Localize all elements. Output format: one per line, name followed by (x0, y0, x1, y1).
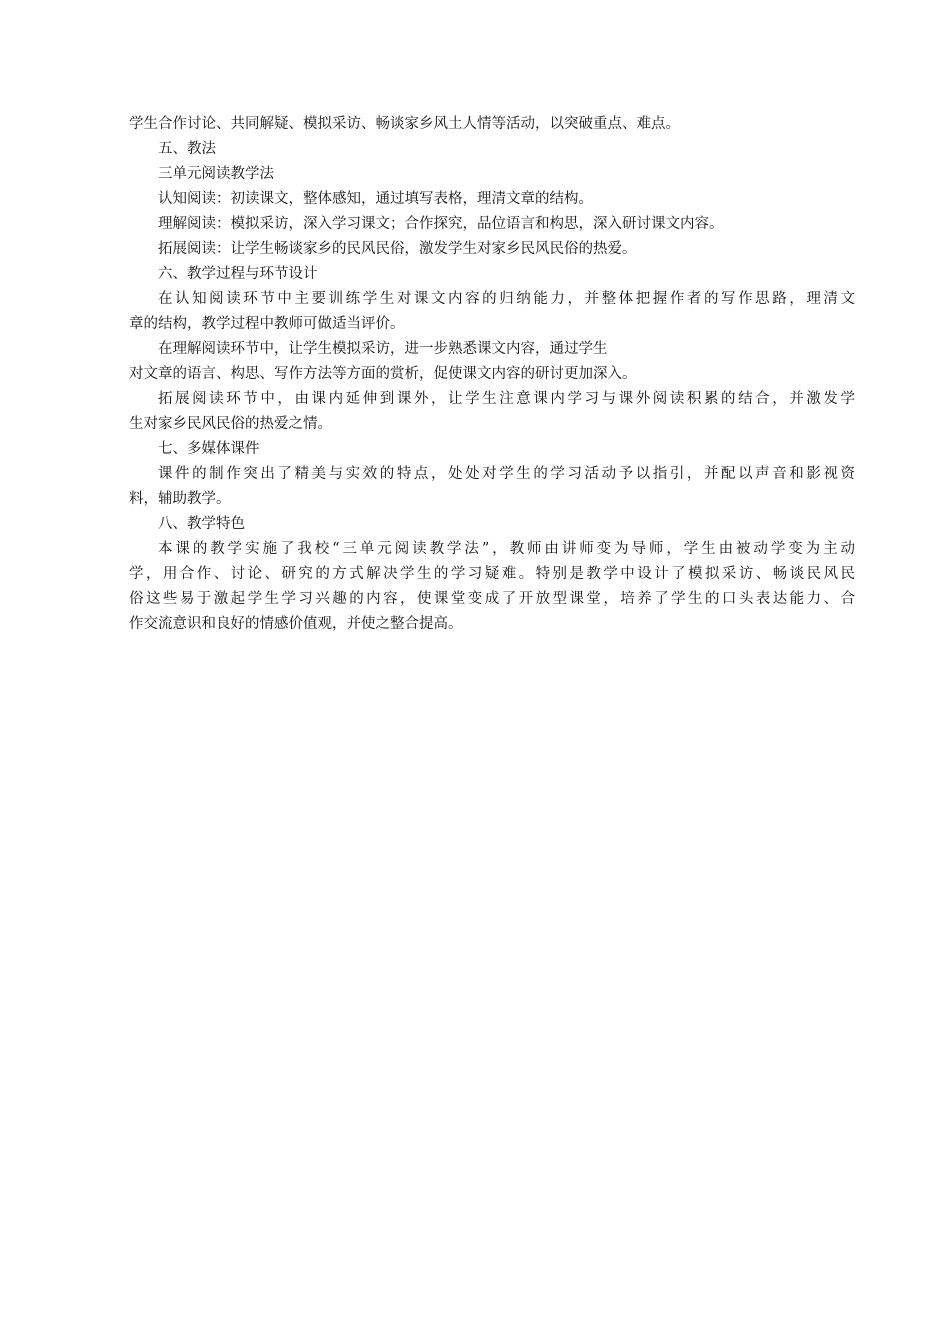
paragraph-line: 拓展阅读环节中，由课内延伸到课外，让学生注意课内学习与课外阅读积累的结合，并激发学 (158, 391, 855, 407)
method-title: 三单元阅读教学法 (158, 166, 274, 182)
paragraph-line: 理解阅读：模拟采访，深入学习课文；合作探究，品位语言和构思，深入研讨课文内容。 (158, 216, 724, 232)
paragraph-line: 生对家乡民风民俗的热爱之情。 (129, 416, 332, 432)
paragraph-line: 本课的教学实施了我校“三单元阅读教学法”，教师由讲师变为导师，学生由被动学变为主动 (158, 541, 855, 557)
section-heading-features: 八、教学特色 (158, 516, 245, 532)
paragraph-line: 俗这些易于激起学生学习兴趣的内容，使课堂变成了开放型课堂，培养了学生的口头表达能力、合 (129, 591, 855, 607)
paragraph-line: 课件的制作突出了精美与实效的特点，处处对学生的学习活动予以指引，并配以声音和影视资 (158, 466, 855, 482)
section-heading-teaching-method: 五、教法 (158, 141, 216, 157)
paragraph-line: 作交流意识和良好的情感价值观，并使之整合提高。 (129, 616, 463, 632)
paragraph-line: 在认知阅读环节中主要训练学生对课文内容的归纳能力，并整体把握作者的写作思路，理清文 (158, 291, 855, 307)
paragraph-line: 在理解阅读环节中，让学生模拟采访，进一步熟悉课文内容，通过学生 (158, 341, 608, 357)
section-heading-multimedia: 七、多媒体课件 (158, 441, 260, 457)
paragraph-line: 料，辅助教学。 (129, 491, 231, 507)
paragraph-line: 认知阅读：初读课文，整体感知，通过填写表格，理清文章的结构。 (158, 191, 593, 207)
paragraph-line: 学生合作讨论、共同解疑、模拟采访、畅谈家乡风土人情等活动，以突破重点、难点。 (129, 116, 680, 132)
paragraph-line: 对文章的语言、构思、写作方法等方面的赏析，促使课文内容的研讨更加深入。 (129, 366, 637, 382)
section-heading-process: 六、教学过程与环节设计 (158, 266, 318, 282)
document-body (129, 112, 855, 637)
paragraph-line: 章的结构，教学过程中教师可做适当评价。 (129, 316, 405, 332)
paragraph-line: 拓展阅读：让学生畅谈家乡的民风民俗，激发学生对家乡民风民俗的热爱。 (158, 241, 637, 257)
paragraph-line: 学，用合作、讨论、研究的方式解决学生的学习疑难。特别是教学中设计了模拟采访、畅谈民风民 (129, 566, 855, 582)
